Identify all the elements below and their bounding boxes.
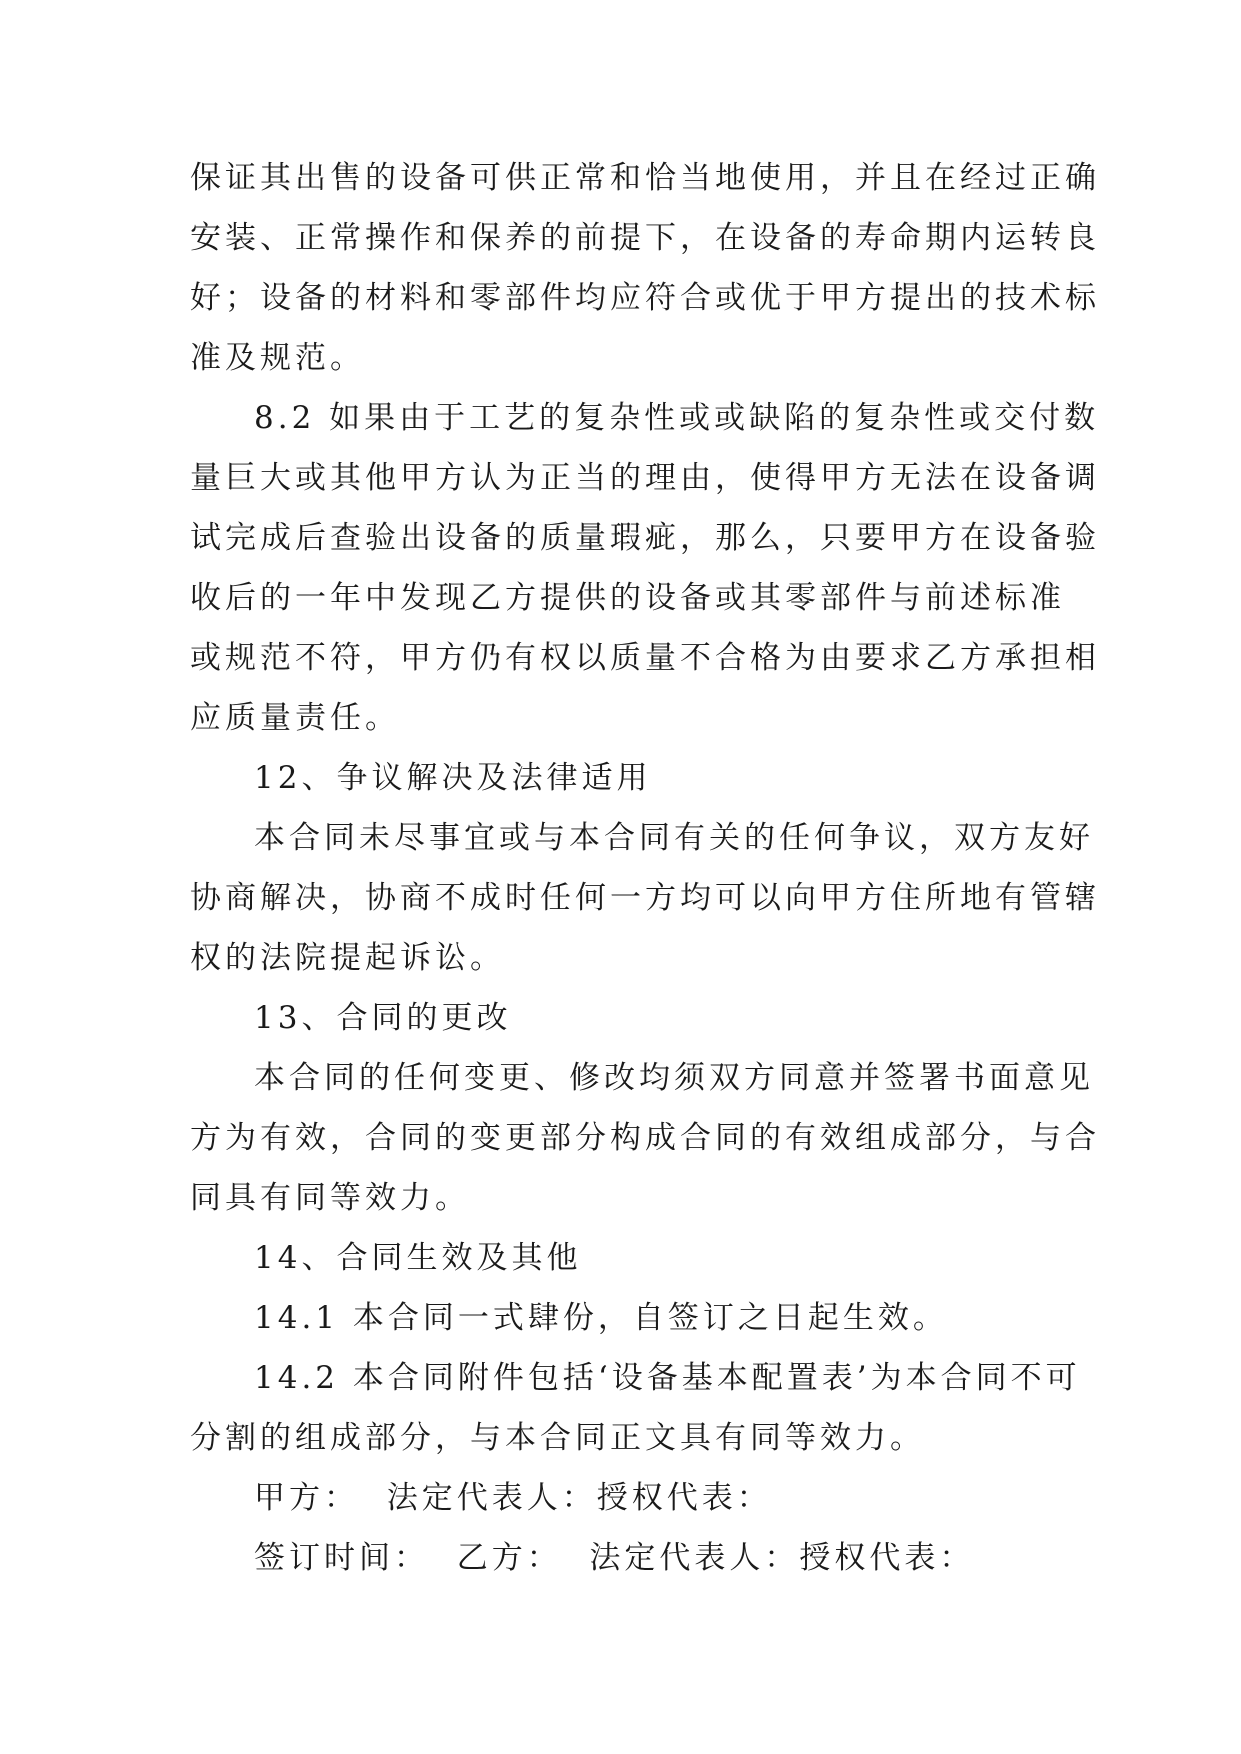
- paragraph-clause-8-2: [190, 388, 1100, 748]
- text-line: 量巨大或其他甲方认为正当的理由，使得甲方无法在设备调: [190, 460, 1100, 496]
- text-line: 8.2 如果由于工艺的复杂性或或缺陷的复杂性或交付数: [254, 400, 1100, 436]
- text-line: 同具有同等效力。: [190, 1180, 470, 1216]
- text-line: 权的法院提起诉讼。: [190, 940, 505, 976]
- text-line: 分割的组成部分，与本合同正文具有同等效力。: [190, 1420, 925, 1456]
- text-line: 收后的一年中发现乙方提供的设备或其零部件与前述标准: [190, 580, 1065, 616]
- text-line: 应质量责任。: [190, 700, 400, 736]
- party-a-signature-line: 甲方： 法定代表人：授权代表：: [254, 1480, 772, 1516]
- text-line: 准及规范。: [190, 340, 365, 376]
- text-line: 本合同未尽事宜或与本合同有关的任何争议，双方友好: [254, 820, 1094, 856]
- section-heading-14: 14、合同生效及其他: [254, 1240, 582, 1276]
- text-line: 保证其出售的设备可供正常和恰当地使用，并且在经过正确: [190, 160, 1100, 196]
- text-line: 好；设备的材料和零部件均应符合或优于甲方提出的技术标: [190, 280, 1100, 316]
- text-line: 协商解决，协商不成时任何一方均可以向甲方住所地有管辖: [190, 880, 1100, 916]
- signing-date-line: 签订时间： 乙方： 法定代表人：授权代表：: [254, 1540, 975, 1576]
- paragraph-clause-14-1: 14.1 本合同一式肆份，自签订之日起生效。: [254, 1300, 948, 1336]
- section-heading-12: 12、争议解决及法律适用: [254, 760, 652, 796]
- text-line: 安装、正常操作和保养的前提下，在设备的寿命期内运转良: [190, 220, 1100, 256]
- text-line: 试完成后查验出设备的质量瑕疵，那么，只要甲方在设备验: [190, 520, 1100, 556]
- paragraph-contract-amendment: [190, 1048, 1100, 1228]
- text-line: 或规范不符，甲方仍有权以质量不合格为由要求乙方承担相: [190, 640, 1100, 676]
- paragraph-dispute-resolution: [190, 808, 1100, 988]
- paragraph-clause-14-2: [190, 1348, 1081, 1468]
- paragraph-quality-warranty: [190, 148, 1100, 388]
- signature-block: [190, 1468, 1050, 1588]
- text-line: 14.2 本合同附件包括‘设备基本配置表’为本合同不可: [254, 1360, 1081, 1396]
- text-line: 方为有效，合同的变更部分构成合同的有效组成部分，与合: [190, 1120, 1100, 1156]
- text-line: 本合同的任何变更、修改均须双方同意并签署书面意见: [254, 1060, 1094, 1096]
- document-body: [190, 148, 1100, 1588]
- section-heading-13: 13、合同的更改: [254, 1000, 512, 1036]
